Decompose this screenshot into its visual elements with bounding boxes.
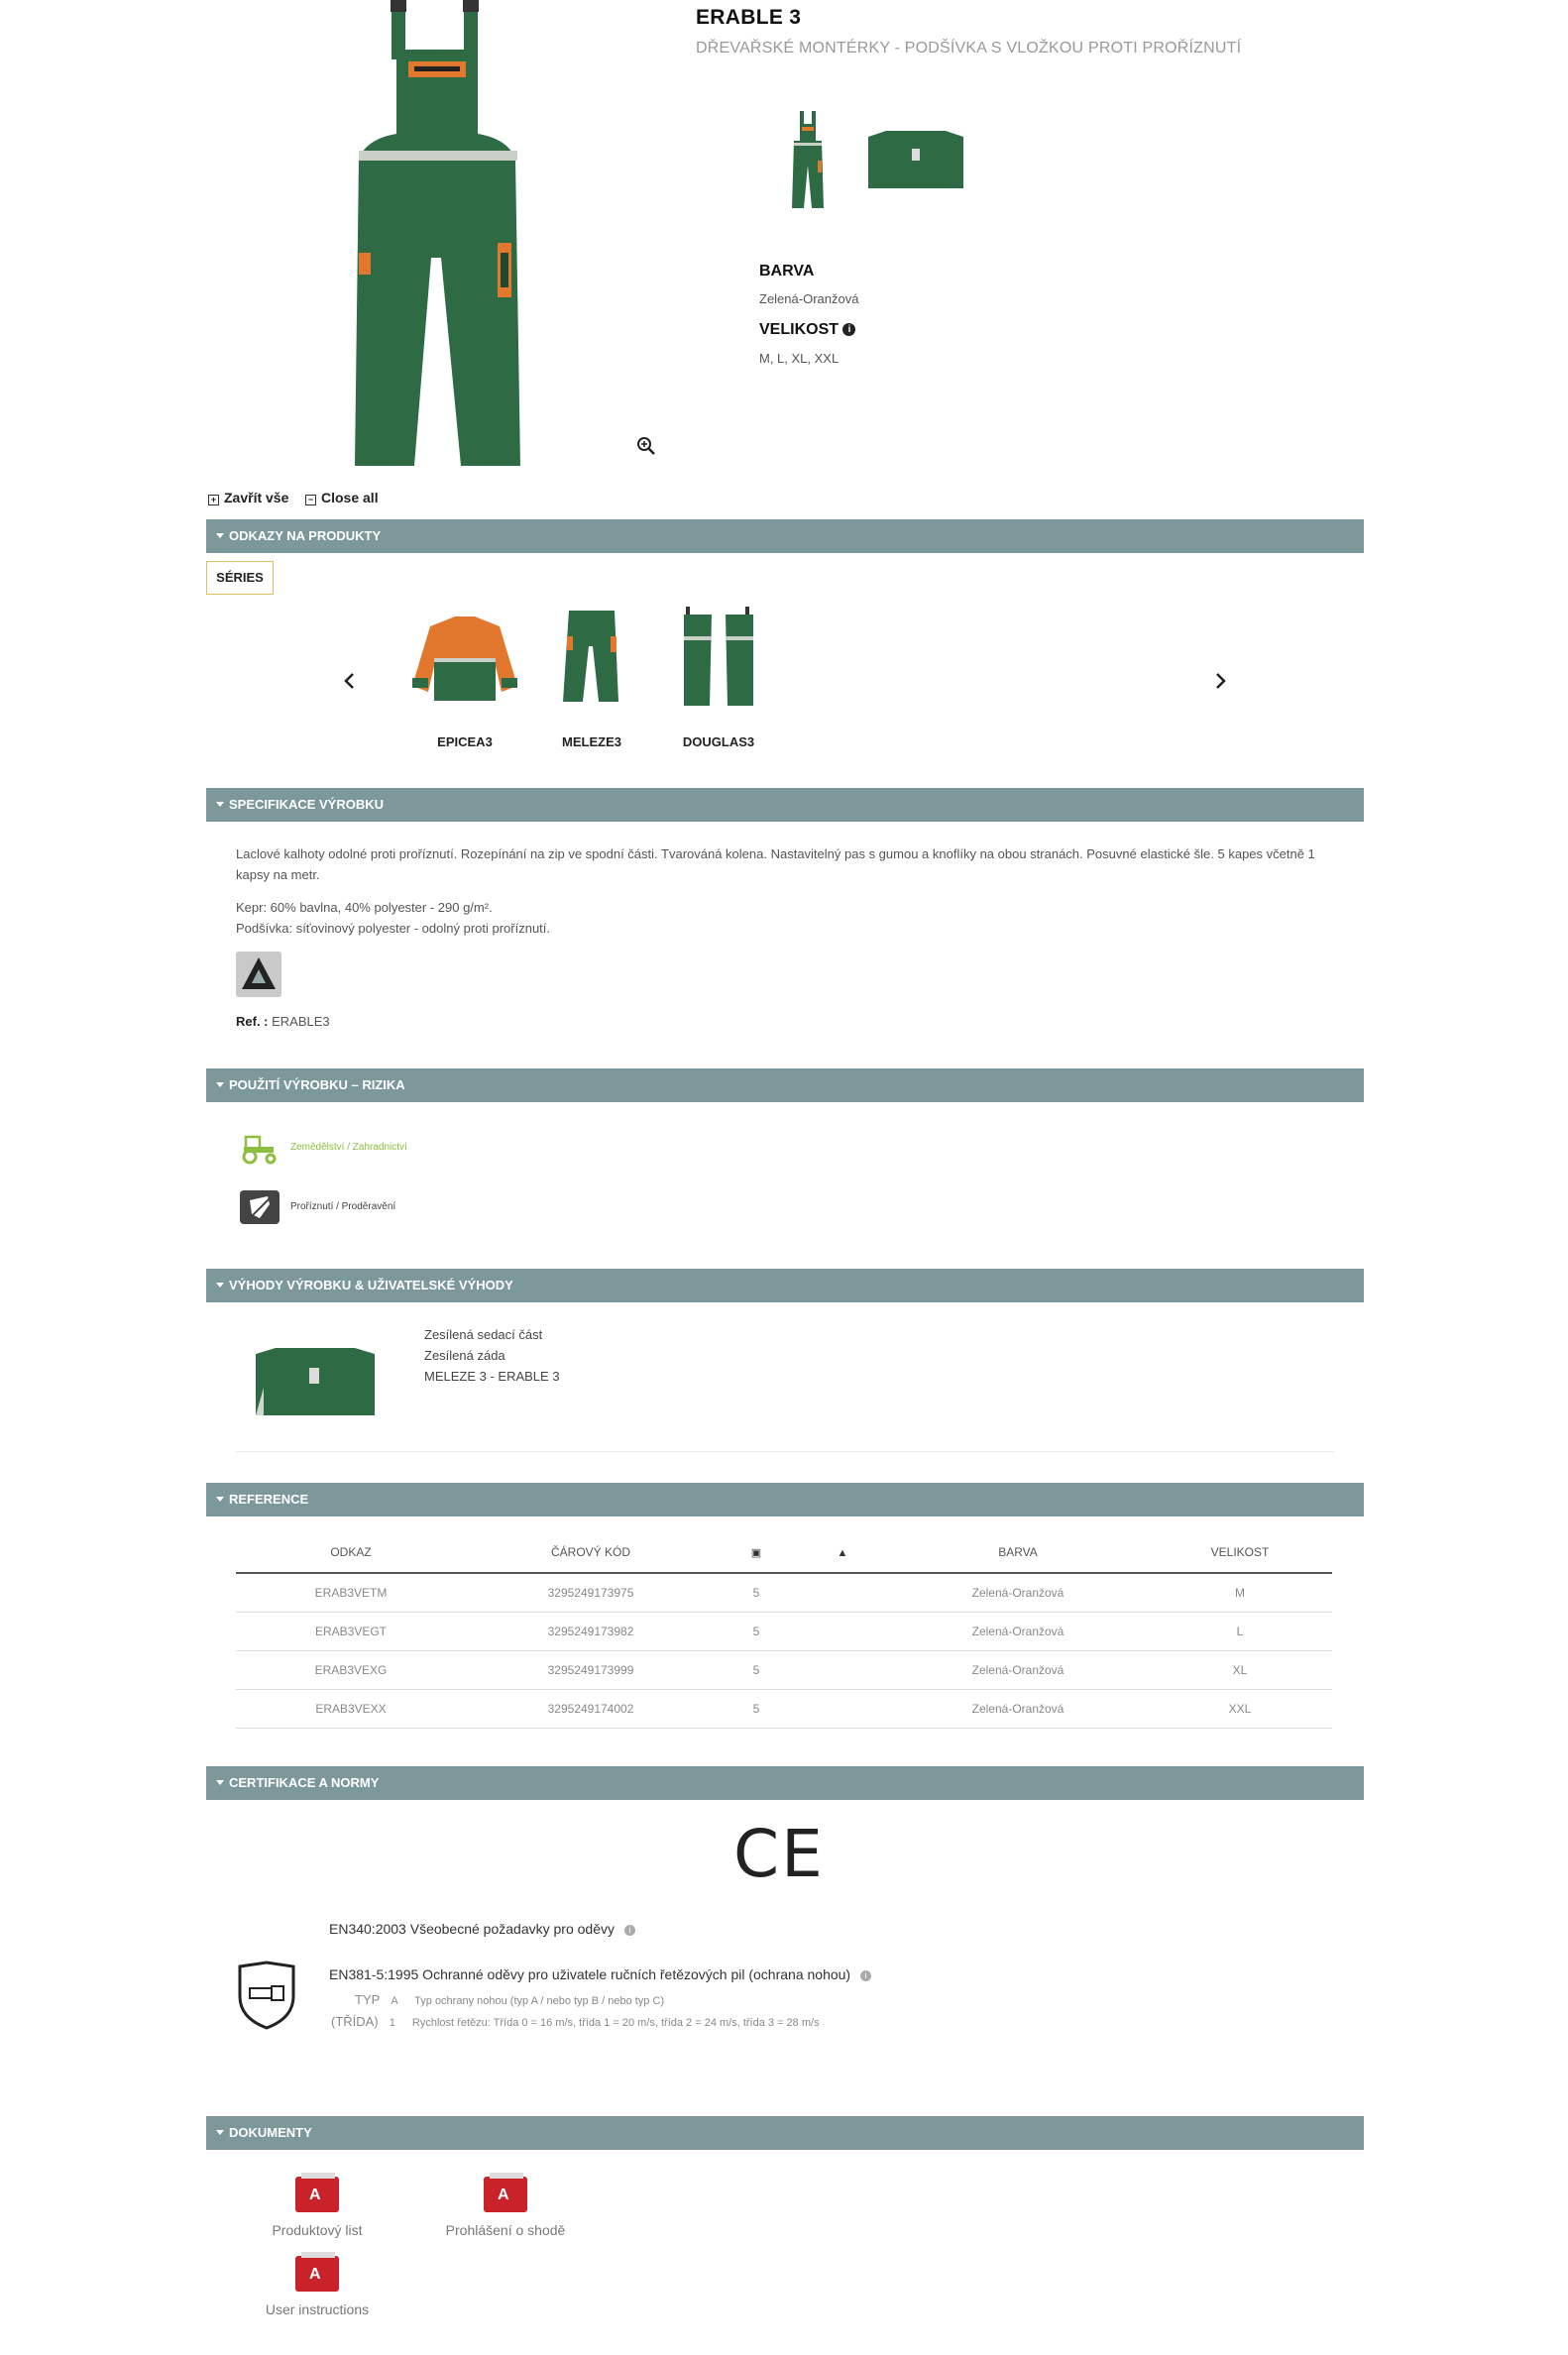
series-button[interactable]: SÉRIES [206,561,274,595]
pdf-icon: A [295,2256,339,2292]
col-header-box [716,1532,797,1573]
person-icon: ▲ [837,1547,848,1559]
zoom-icon[interactable] [636,436,656,456]
cell-color: Zelená-Oranžová [888,1651,1148,1690]
standard-type-row [355,1992,664,2007]
ref-label: Ref. : [236,1014,269,1029]
cell-barcode: 3295249173975 [466,1573,716,1613]
class-desc: Rychlost řetězu: Třída 0 = 16 m/s, třída 1 = 20 m/s, třída 2 = 24 m/s, třída 3 = 28 m/s [411,2017,820,2029]
spec-lining: Podšívka: síťovinový polyester - odolný proti proříznutí. [236,921,551,936]
cell-color: Zelená-Oranžová [888,1613,1148,1651]
col-header-size: VELIKOST [1148,1532,1332,1573]
cell-size: M [1148,1573,1332,1613]
trousers-image [527,607,656,706]
chainsaw-cut-icon [240,1190,280,1224]
col-header-ref: ODKAZ [236,1532,466,1573]
standard-en340-text: EN340:2003 Všeobecné požadavky pro oděvy [329,1921,615,1937]
cell-color: Zelená-Oranžová [888,1690,1148,1729]
standard-en340 [329,1921,635,1937]
spec-description: Laclové kalhoty odolné proti proříznutí. Rozepínání na zip ve spodní části. Tvarováná kolena. Nastavitelný pas s gumou a knoflíky na obou stranách. Posuvné elastické šle. 5 kapes včetně 1 kapsy na metr. [236,846,1315,882]
benefit-line: Zesílená záda [424,1348,505,1363]
caret-down-icon [216,802,224,807]
table-row [236,1573,1332,1613]
usage-cut-risk: Proříznutí / Proděravění [290,1201,396,1212]
size-label-text: VELIKOST [759,321,840,338]
caret-down-icon [216,1780,224,1785]
close-all-toggle-cz[interactable] [208,490,288,505]
cell-barcode: 3295249173982 [466,1613,716,1651]
section-title: ODKAZY NA PRODUKTY [229,528,382,543]
carousel-item-label: DOUGLAS3 [682,734,755,749]
cell-size: XL [1148,1651,1332,1690]
doc-declaration[interactable] [436,2177,575,2238]
cell-qty: 5 [716,1651,797,1690]
brand-logo-icon [236,952,281,997]
cell-color: Zelená-Oranžová [888,1573,1148,1613]
section-title: SPECIFIKACE VÝROBKU [229,797,385,812]
carousel-item[interactable] [400,607,529,749]
section-product-spec[interactable] [206,788,1364,822]
section-documents[interactable] [206,2116,1364,2150]
cell-ref: ERAB3VEXG [236,1651,466,1690]
size-label [759,321,855,339]
cell-qty: 5 [716,1690,797,1729]
standard-en381 [329,1966,871,1982]
spec-material: Kepr: 60% bavlna, 40% polyester - 290 g/m². [236,900,493,915]
close-all-en-label: Close all [321,490,379,505]
section-benefits[interactable] [206,1269,1364,1302]
caret-down-icon [216,2130,224,2135]
cell-empty [797,1613,888,1651]
info-icon[interactable]: i [624,1925,635,1936]
doc-label: User instructions [265,2301,370,2317]
plus-box-icon: + [208,495,219,505]
section-title: VÝHODY VÝROBKU & UŽIVATELSKÉ VÝHODY [229,1278,513,1292]
doc-product-sheet[interactable] [258,2177,377,2238]
thumbnail-full[interactable] [788,111,828,210]
col-header-person [797,1532,888,1573]
cell-ref: ERAB3VETM [236,1573,466,1613]
caret-down-icon [216,533,224,538]
section-title: POUŽITÍ VÝROBKU – RIZIKA [229,1077,405,1092]
cell-size: L [1148,1613,1332,1651]
ref-value: ERABLE3 [272,1014,330,1029]
color-value: Zelená-Oranžová [759,291,859,306]
reference-table [236,1532,1332,1729]
carousel-item[interactable] [654,607,783,749]
carousel-item-label: EPICEA3 [437,734,493,749]
caret-down-icon [216,1082,224,1087]
benefit-image [256,1348,375,1417]
carousel-item-label: MELEZE3 [562,734,621,749]
cell-size: XXL [1148,1690,1332,1729]
section-title: CERTIFIKACE A NORMY [229,1775,380,1790]
product-subtitle: DŘEVAŘSKÉ MONTÉRKY - PODŠÍVKA S VLOŽKOU PROTI PROŘÍZNUTÍ [696,40,1242,56]
minus-box-icon: − [305,495,316,505]
carousel-next-icon[interactable] [1213,672,1227,690]
section-usage-risks[interactable] [206,1068,1364,1102]
caret-down-icon [216,1497,224,1502]
standard-class-row [331,2014,820,2029]
cell-empty [797,1651,888,1690]
col-header-barcode: ČÁROVÝ KÓD [466,1532,716,1573]
chaps-image [654,607,783,706]
cell-qty: 5 [716,1573,797,1613]
table-row [236,1651,1332,1690]
carousel-item[interactable] [527,607,656,749]
chainsaw-shield-icon [236,1961,297,2030]
size-value: M, L, XL, XXL [759,351,840,366]
table-row [236,1613,1332,1651]
cell-qty: 5 [716,1613,797,1651]
info-icon[interactable]: i [842,323,855,336]
carousel-prev-icon[interactable] [343,672,357,690]
divider [236,1451,1334,1452]
color-label: BARVA [759,263,815,280]
pdf-icon: A [295,2177,339,2212]
table-row [236,1690,1332,1729]
close-all-toggle-en[interactable] [305,490,379,505]
usage-agriculture: Zemědělství / Zahradnictví [290,1142,407,1153]
spec-reference [236,1011,330,1032]
col-header-color: BARVA [888,1532,1148,1573]
doc-label: Prohlášení o shodě [445,2222,566,2238]
benefit-line: Zesílená sedací část [424,1327,543,1342]
type-label: TYP [355,1992,381,2007]
cell-ref: ERAB3VEXX [236,1690,466,1729]
class-label: (TŘÍDA) [331,2014,379,2029]
type-value: A [391,1995,398,2007]
jacket-image [400,607,529,706]
product-title: ERABLE 3 [696,6,802,29]
box-icon: ▣ [750,1547,762,1559]
cell-ref: ERAB3VEGT [236,1613,466,1651]
type-desc: Typ ochrany nohou (typ A / nebo typ B / nebo typ C) [414,1995,665,2007]
cell-barcode: 3295249173999 [466,1651,716,1690]
section-certifications[interactable] [206,1766,1364,1800]
cell-empty [797,1690,888,1729]
pdf-icon: A [484,2177,527,2212]
section-title: REFERENCE [229,1492,309,1507]
tractor-icon [240,1131,280,1165]
standard-en381-text: EN381-5:1995 Ochranné oděvy pro uživatele ručních řetězových pil (ochrana nohou) [329,1966,851,1982]
section-title: DOKUMENTY [229,2125,312,2140]
doc-user-instructions[interactable] [258,2256,377,2317]
caret-down-icon [216,1283,224,1288]
ce-mark: CE [733,1816,825,1892]
section-product-links[interactable] [206,519,1364,553]
info-icon[interactable]: i [860,1970,871,1981]
cell-barcode: 3295249174002 [466,1690,716,1729]
benefit-line: MELEZE 3 - ERABLE 3 [424,1369,560,1384]
close-all-cz-label: Zavřít vše [224,490,289,505]
cell-empty [797,1573,888,1613]
thumbnail-back-detail[interactable] [868,131,963,190]
doc-label: Produktový list [272,2222,363,2238]
section-reference[interactable] [206,1483,1364,1516]
class-value: 1 [389,2017,395,2029]
product-main-image[interactable] [347,0,535,471]
